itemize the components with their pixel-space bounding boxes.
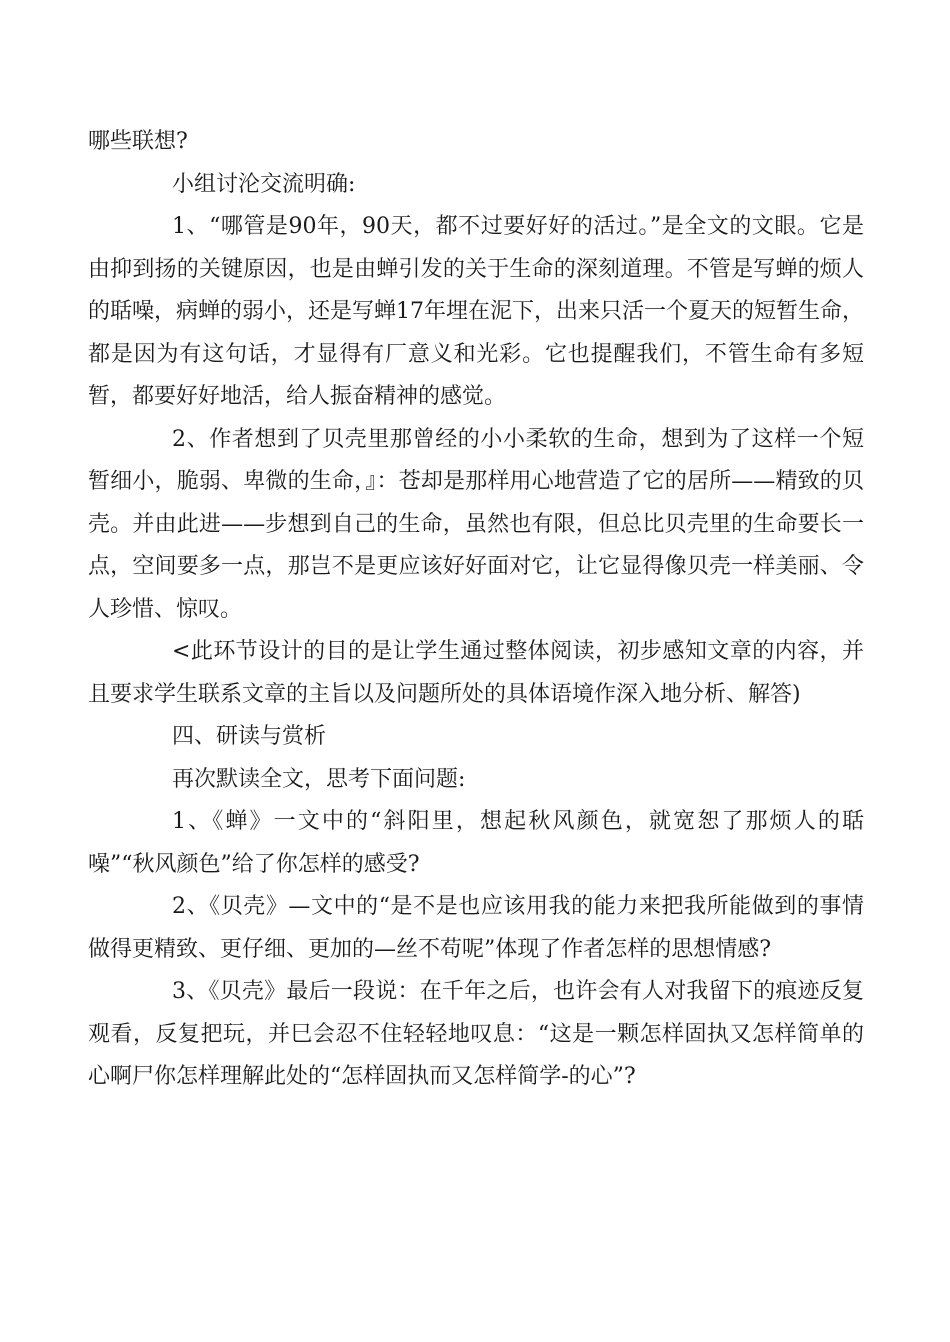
- paragraph-answer-1: 1、“哪管是90年，90天，都不过要好好的活过。”是全文的文眼。它是由抑到扬的关键原因，也是由蝉引发的关于生命的深刻道理。不管是写蝉的烦人的聒噪，病蝉的弱小，还是写蝉17年埋在泥下，出来只活一个夏天的短暂生命，都是因为有这句话，才显得有厂意义和光彩。它也提醒我们，不管生命有多短暂，都要好好地活，给人振奋精神的感觉。: [88, 214, 864, 409]
- question-3: 3、《贝壳》最后一段说：在千年之后，也许会有人对我留下的痕迹反复观看，反复把玩，并巳会忍不住轻轻地叹息：“这是一颗怎样固执又怎样简单的心啊尸你怎样理解此处的“怎样固执而又怎样简学-的心”?: [88, 979, 864, 1089]
- question-2: 2、《贝壳》—文中的“是不是也应该用我的能力来把我所能做到的事情做得更精致、更仔细、更加的—丝不苟呢”体现了作者怎样的思想情感?: [88, 894, 864, 962]
- paragraph-discussion-heading: 小组讨沦交流明确:: [172, 171, 356, 197]
- paragraph-answer-2: 2、作者想到了贝壳里那曾经的小小柔软的生命，想到为了这样一个短暂细小，脆弱、卑微的生命，』：苍却是那样用心地营造了它的居所——精致的贝壳。并由此进——步想到自己的生命，虽然也有限，但总比贝壳里的生命要长一点，空间要多一点，那岂不是更应该好好面对它，让它显得像贝壳一样美丽、令人珍惜、惊叹。: [88, 426, 864, 622]
- paragraph-design-note: <此环节设计的目的是让学生通过整体阅读，初步感知文章的内容，并且要求学生联系文章的主旨以及问题所处的具体语境作深入地分析、解答): [88, 639, 864, 707]
- document-body: [88, 121, 864, 1099]
- question-1: 1、《蝉》一文中的“斜阳里，想起秋风颜色，就宽恕了那烦人的聒噪”“秋风颜色”给了你怎样的感受?: [88, 809, 864, 877]
- paragraph-reread-instruction: 再次默读全文，思考下面问题:: [172, 766, 466, 792]
- section-heading-4: 四、研读与赏析: [172, 724, 327, 749]
- paragraph-continuation: 哪些联想?: [88, 129, 188, 154]
